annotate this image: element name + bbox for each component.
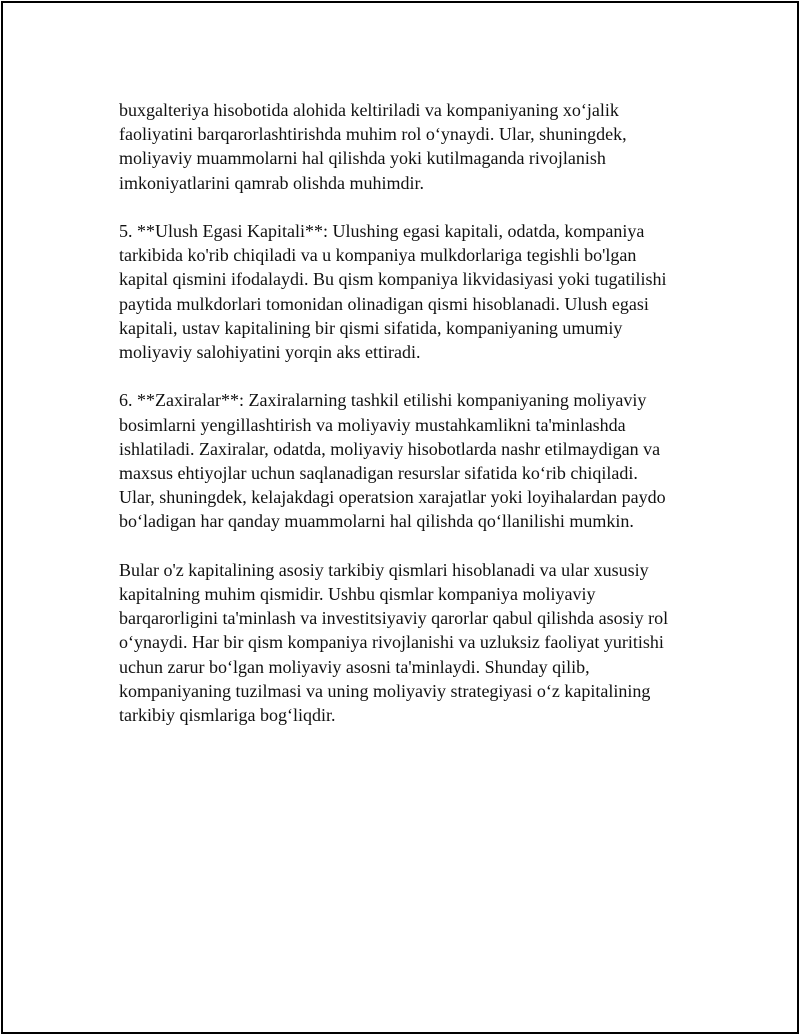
text-line: moliyaviy muammolarni hal qilishda yoki kutilmaganda rivojlanish — [119, 148, 606, 169]
text-line: moliyaviy salohiyatini yorqin aks ettiradi. — [119, 342, 421, 363]
text-line: barqarorligini ta'minlash va investitsiyaviy qarorlar qabul qilishda asosiy rol — [119, 608, 669, 629]
text-line: kapitalning muhim qismidir. Ushbu qismlar kompaniya moliyaviy — [119, 584, 596, 605]
paragraph-ulush-egasi-kapitali — [119, 219, 699, 364]
paragraph-conclusion — [119, 558, 699, 727]
paragraph-intro-continuation — [119, 98, 699, 195]
document-page — [1, 1, 799, 1034]
text-line: uchun zarur bo‘lgan moliyaviy asosni ta'minlaydi. Shunday qilib, — [119, 656, 590, 677]
text-line: 5. **Ulush Egasi Kapitali**: Ulushing egasi kapitali, odatda, kompaniya — [119, 221, 645, 241]
text-line: Ular, shuningdek, kelajakdagi operatsion xarajatlar yoki loyihalardan paydo — [119, 487, 666, 508]
text-line: faoliyatini barqarorlashtirishda muhim rol o‘ynaydi. Ular, shuningdek, — [119, 124, 627, 145]
text-line: 6. **Zaxiralar**: Zaxiralarning tashkil etilishi kompaniyaning moliyaviy — [119, 390, 647, 411]
paragraph-zaxiralar — [119, 388, 699, 533]
text-line: maxsus ehtiyojlar uchun saqlanadigan resurslar sifatida ko‘rib chiqiladi. — [119, 463, 638, 484]
text-line: o‘ynaydi. Har bir qism kompaniya rivojlanishi va uzluksiz faoliyat yuritishi — [119, 632, 664, 653]
text-line: paytida mulkdorlari tomonidan olinadigan qismi hisoblanadi. Ulush egasi — [119, 293, 649, 314]
text-line: bo‘ladigan har qanday muammolarni hal qilishda qo‘llanilishi mumkin. — [119, 511, 634, 532]
text-line: tarkibiy qismlariga bog‘liqdir. — [119, 705, 336, 726]
text-line: bosimlarni yengillashtirish va moliyaviy mustahkamlikni ta'minlashda — [119, 414, 626, 435]
text-line: kapitali, ustav kapitalining bir qismi sifatida, kompaniyaning umumiy — [119, 317, 623, 338]
text-line: tarkibida ko'rib chiqiladi va u kompaniya mulkdorlariga tegishli bo'lgan — [119, 245, 637, 266]
document-body — [119, 98, 699, 751]
text-line: kapital qismini ifodalaydi. Bu qism kompaniya likvidasiyasi yoki tugatilishi — [119, 269, 667, 290]
text-line: buxgalteriya hisobotida alohida keltiriladi va kompaniyaning xo‘jalik — [119, 100, 619, 120]
text-line: Bular o'z kapitalining asosiy tarkibiy qismlari hisoblanadi va ular xususiy — [119, 559, 649, 580]
text-line: ishlatiladi. Zaxiralar, odatda, moliyaviy hisobotlarda nashr etilmaydigan va — [119, 438, 661, 459]
text-line: imkoniyatlarini qamrab olishda muhimdir. — [119, 172, 424, 193]
text-line: kompaniyaning tuzilmasi va uning moliyaviy strategiyasi o‘z kapitalining — [119, 680, 651, 701]
